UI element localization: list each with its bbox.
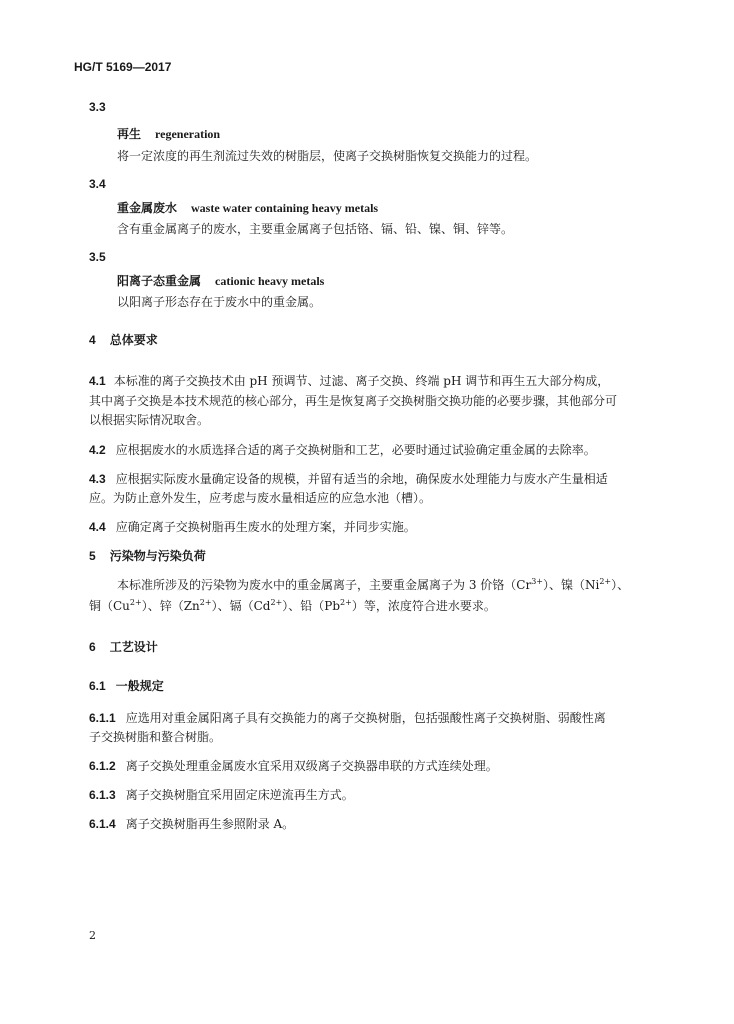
clause-4-2: 4.2 应根据废水的水质选择合适的离子交换树脂和工艺，必要时通过试验确定重金属的去除率。 <box>89 443 596 457</box>
subsection-heading <box>89 679 164 693</box>
clause-number: 6.1.3 <box>89 788 116 802</box>
clause-6-1-4: 6.1.4 离子交换树脂再生参照附录 A。 <box>89 817 295 831</box>
clause-6-1-1-line-1: 6.1.1 应选用对重金属阳离子具有交换能力的离子交换树脂，包括强酸性离子交换树脂、弱酸性离 <box>89 711 606 725</box>
subsection-number: 6.1 <box>89 679 106 693</box>
section-heading <box>89 333 158 347</box>
clause-number: 4.4 <box>89 520 106 534</box>
term-definition: 含有重金属离子的废水，主要重金属离子包括铬、镉、铅、镍、铜、锌等。 <box>117 222 514 236</box>
section-number: 5 <box>89 549 96 563</box>
clause-4-4: 4.4 应确定离子交换树脂再生废水的处理方案，并同步实施。 <box>89 520 416 534</box>
section-heading <box>89 549 206 563</box>
term-title <box>117 201 378 215</box>
clause-number: 4.3 <box>89 472 106 486</box>
clause-number: 3.5 <box>89 250 106 264</box>
term-en: waste water containing heavy metals <box>191 201 379 215</box>
term-en: cationic heavy metals <box>215 274 325 288</box>
term-title <box>117 274 324 288</box>
section-5-para-line-2: 铜$(Cu^{2+})$、锌$(Zn^{2+})$、镉$(Cd^{2+})$、铅$(Pb^{2+})$等，浓度符合进水要求。 <box>89 598 496 613</box>
clause-number: 4.2 <box>89 443 106 457</box>
term-definition: 将一定浓度的再生剂流过失效的树脂层，使离子交换树脂恢复交换能力的过程。 <box>117 149 538 163</box>
page-number: 2 <box>89 929 96 942</box>
clause-4-1-line-3: 以根据实际情况取舍。 <box>89 413 210 427</box>
clause-number: 6.1.4 <box>89 817 116 831</box>
section-title: 总体要求 <box>109 333 158 347</box>
clause-4-1-line-1: 4.1 本标准的离子交换技术由 pH 预调节、过滤、离子交换、终端 pH 调节和再生五大部分构成， <box>89 374 610 388</box>
term-title <box>117 127 220 141</box>
section-5-para-line-1: 本标准所涉及的污染物为废水中的重金属离子，主要重金属离子为 3 价铬$(Cr^{3+})$、镍$(Ni^{2+})$、 <box>117 577 630 592</box>
section-title: 工艺设计 <box>109 640 158 654</box>
clause-number: 4.1 <box>89 374 106 388</box>
clause-4-3-line-2: 应。为防止意外发生，应考虑与废水量相适应的应急水池（槽）。 <box>89 491 432 505</box>
clause-number: 6.1.2 <box>89 759 116 773</box>
subsection-title: 一般规定 <box>115 679 164 693</box>
term-en: regeneration <box>155 127 221 141</box>
clause-6-1-1-line-2: 子交换树脂和螯合树脂。 <box>89 730 222 744</box>
section-title: 污染物与污染负荷 <box>109 549 206 563</box>
section-number: 4 <box>89 333 96 347</box>
section-number: 6 <box>89 640 96 654</box>
term-definition: 以阳离子形态存在于废水中的重金属。 <box>117 295 322 309</box>
clause-6-1-2: 6.1.2 离子交换处理重金属废水宜采用双级离子交换器串联的方式连续处理。 <box>89 759 498 773</box>
term-zh: 阳离子态重金属 <box>117 274 202 288</box>
section-heading <box>89 640 158 654</box>
term-zh: 再生 <box>117 127 142 141</box>
clause-number: 6.1.1 <box>89 711 116 725</box>
clause-4-1-line-2: 其中离子交换是本技术规范的核心部分，再生是恢复离子交换树脂交换功能的必要步骤，其他部分可 <box>89 394 618 408</box>
clause-6-1-3: 6.1.3 离子交换树脂宜采用固定床逆流再生方式。 <box>89 788 354 802</box>
term-zh: 重金属废水 <box>117 201 178 215</box>
clause-4-3-line-1: 4.3 应根据实际废水量确定设备的规模，并留有适当的余地，确保废水处理能力与废水产生量相适 <box>89 472 608 486</box>
clause-number: 3.4 <box>89 177 106 191</box>
standard-code: HG/T 5169—2017 <box>74 60 172 74</box>
clause-number: 3.3 <box>89 100 106 114</box>
